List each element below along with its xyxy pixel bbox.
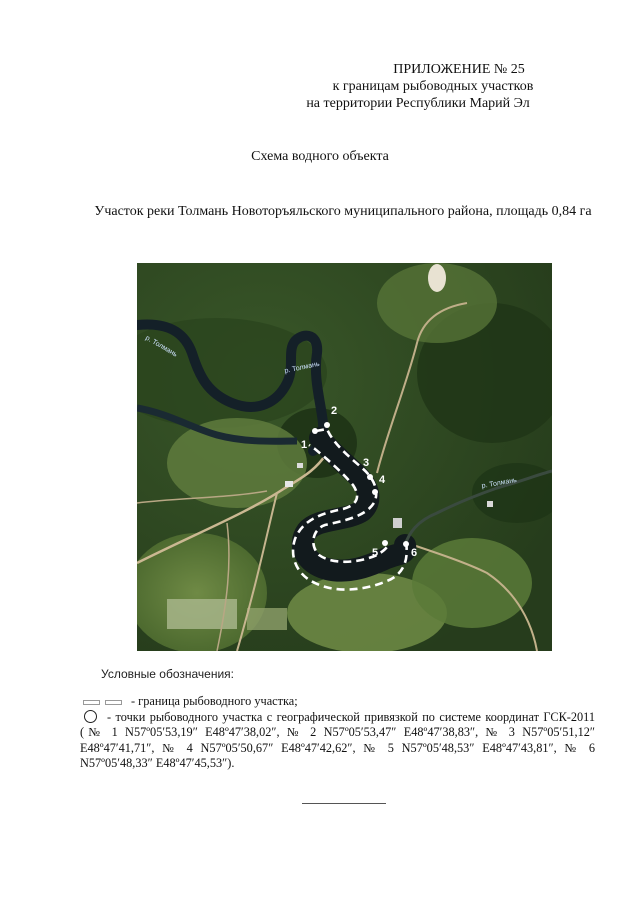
boundary-point	[367, 474, 373, 480]
appendix-number: ПРИЛОЖЕНИЕ № 25	[393, 62, 525, 77]
boundary-point	[312, 428, 318, 434]
appendix-region: на территории Республики Марий Эл	[306, 96, 530, 111]
legend-boundary-text: - граница рыбоводного участка;	[131, 694, 298, 708]
point-label: 2	[331, 405, 338, 417]
point-label: 3	[363, 457, 370, 469]
legend-points-text: - точки рыбоводного участка с географической привязкой по системе координат ГСК-2011 (№ 1 N57º05′53,19″ E48º47′38,02″, № 2 N57º05′53,47″ E48º47′38,83″, № 3 N57º05′51,12″ E48º47′41,71″, № 4 N57º05′50,67″ E48º47′42,62″, № 5 N57º05′48,53″ E48º47′43,81″, № 6 N57º05′48,33″ E48º47′45,53″).	[80, 709, 595, 770]
point-circle-icon	[84, 710, 97, 723]
river-label: р. Толмань	[481, 476, 518, 490]
satellite-map	[137, 263, 552, 651]
boundary-point	[324, 422, 330, 428]
point-label: 4	[379, 474, 386, 486]
boundary-point	[382, 540, 388, 546]
legend-boundary	[80, 694, 595, 710]
legend-title: Условные обозначения:	[101, 667, 234, 681]
point-label: 5	[372, 547, 379, 559]
legend	[80, 694, 595, 772]
boundary-point	[403, 541, 409, 547]
point-label: 6	[411, 547, 418, 559]
river-label: р. Толмань	[283, 360, 321, 375]
boundary-point	[372, 489, 378, 495]
legend-points	[80, 710, 595, 772]
document-title: Схема водного объекта	[251, 149, 389, 164]
appendix-subtitle: к границам рыбоводных участков	[332, 79, 534, 94]
footer-divider	[302, 803, 386, 804]
river-label: р. Толмань	[144, 334, 179, 359]
document-subtitle: Участок реки Толмань Новоторъяльского муниципального района, площадь 0,84 га	[94, 204, 592, 219]
point-label: 1	[301, 439, 308, 451]
appendix-header	[258, 61, 578, 112]
dashed-boundary-icon	[83, 698, 125, 706]
